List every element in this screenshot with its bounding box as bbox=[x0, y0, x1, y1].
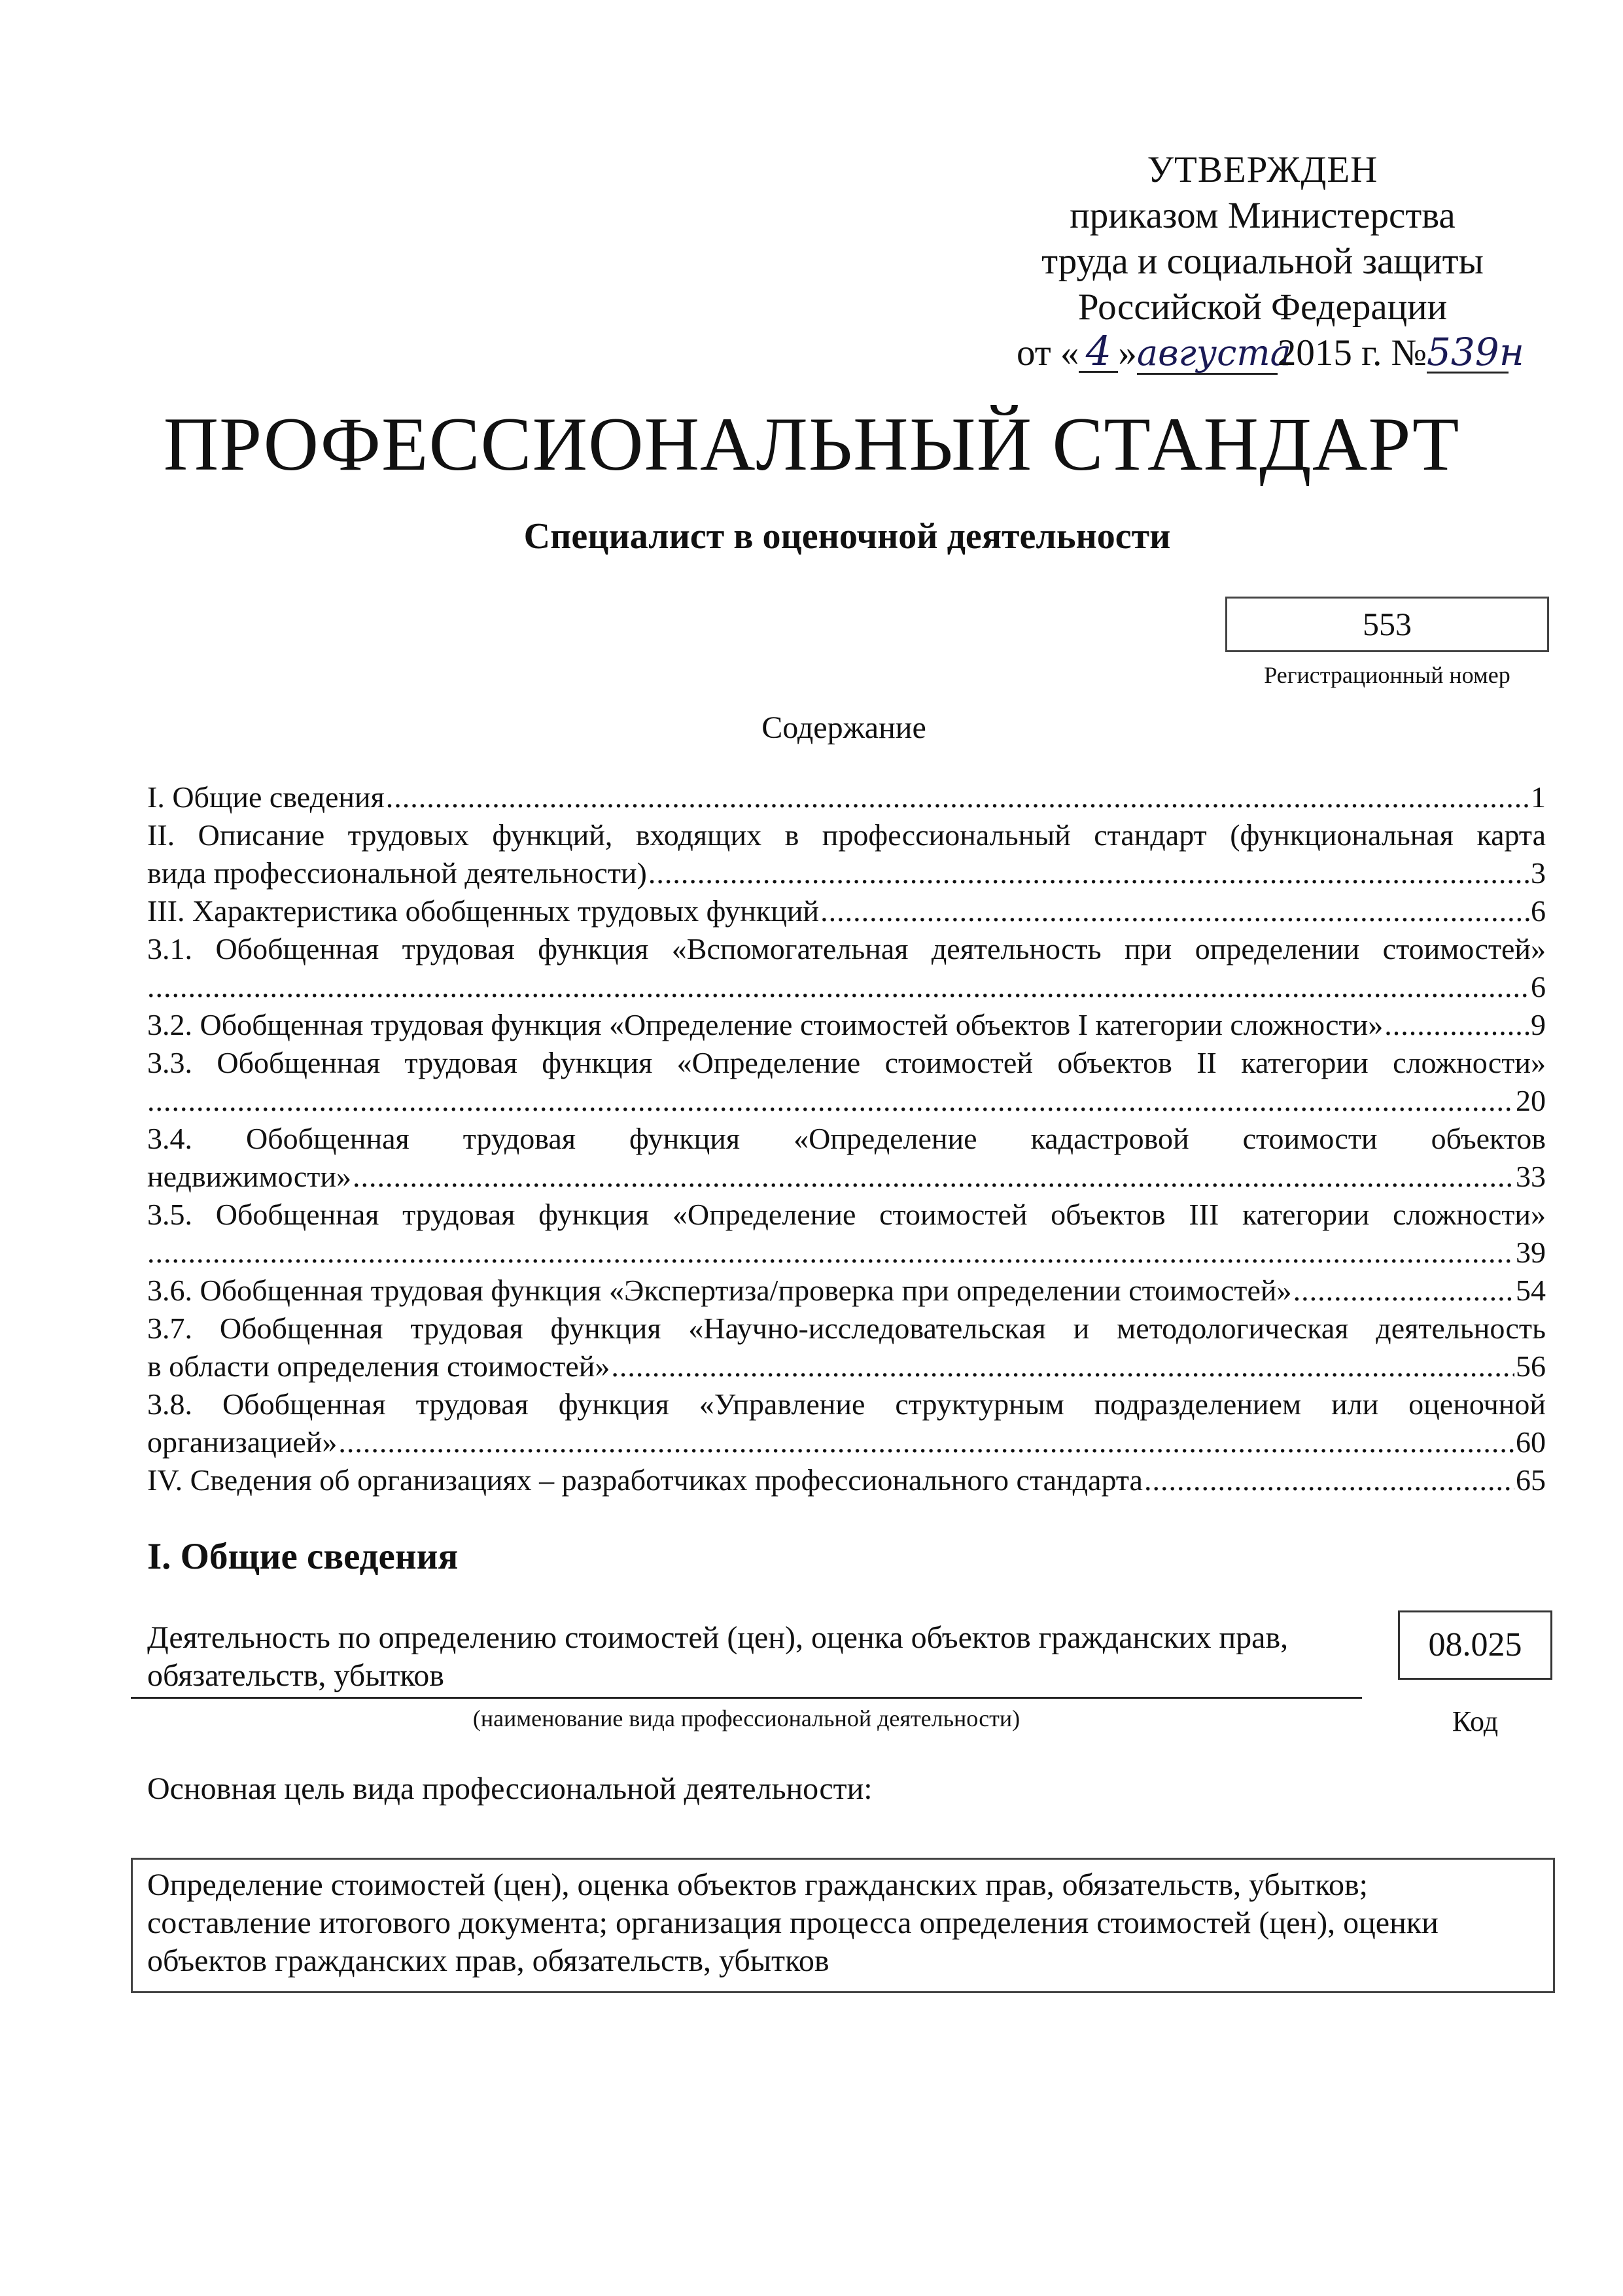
toc-entry-text: недвижимости» bbox=[147, 1160, 351, 1193]
handwritten-order-number: 539н bbox=[1427, 330, 1524, 374]
toc-dot-leader bbox=[648, 854, 1529, 892]
activity-name: Деятельность по определению стоимостей (цен), оценка объектов гражданских прав, обязательств, убытков bbox=[147, 1620, 1289, 1693]
toc-dot-leader bbox=[1144, 1461, 1514, 1499]
toc-entry-first-line: 3.5. Обобщенная трудовая функция «Определение стоимостей объектов III категории сложности» bbox=[147, 1198, 1546, 1231]
toc-entry[interactable] bbox=[147, 1044, 1546, 1120]
toc-entry[interactable] bbox=[147, 1461, 1546, 1499]
table-of-contents bbox=[147, 778, 1546, 1499]
toc-entry[interactable] bbox=[147, 892, 1546, 930]
toc-entry-text: в области определения стоимостей» bbox=[147, 1349, 610, 1383]
toc-entry-line bbox=[147, 1272, 1546, 1310]
toc-entry[interactable] bbox=[147, 1310, 1546, 1385]
toc-entry-line bbox=[147, 892, 1546, 930]
toc-entry-line bbox=[147, 778, 1546, 816]
date-year: 2015 г. № bbox=[1277, 332, 1427, 374]
document-title: ПРОФЕССИОНАЛЬНЫЙ СТАНДАРТ bbox=[163, 402, 1460, 487]
toc-entry[interactable] bbox=[147, 778, 1546, 816]
toc-entry-text: IV. Сведения об организациях – разработчиках профессионального стандарта bbox=[147, 1463, 1143, 1497]
toc-entry[interactable] bbox=[147, 1385, 1546, 1461]
document-subtitle: Специалист в оценочной деятельности bbox=[523, 516, 1171, 557]
toc-page-number: 1 bbox=[1531, 780, 1546, 814]
goal-label: Основная цель вида профессиональной деятельности: bbox=[147, 1771, 873, 1806]
toc-dot-leader bbox=[147, 968, 1529, 1006]
toc-dot-leader bbox=[611, 1348, 1514, 1385]
toc-entry[interactable] bbox=[147, 1196, 1546, 1272]
approval-line-1: приказом Министерства bbox=[1070, 195, 1456, 236]
toc-entry[interactable] bbox=[147, 1272, 1546, 1310]
toc-page-number: 6 bbox=[1531, 970, 1546, 1003]
toc-entry-text: вида профессиональной деятельности) bbox=[147, 856, 647, 890]
toc-dot-leader bbox=[386, 778, 1529, 816]
toc-page-number: 9 bbox=[1531, 1008, 1546, 1041]
toc-page-number: 65 bbox=[1516, 1463, 1546, 1497]
handwritten-day: 4 bbox=[1079, 332, 1118, 373]
toc-entry[interactable] bbox=[147, 816, 1546, 892]
toc-page-number: 33 bbox=[1516, 1160, 1546, 1193]
toc-dot-leader bbox=[353, 1158, 1514, 1196]
toc-entry-line bbox=[147, 1234, 1546, 1272]
toc-entry-text: 3.2. Обобщенная трудовая функция «Определение стоимостей объектов I категории сложности» bbox=[147, 1008, 1384, 1041]
toc-page-number: 39 bbox=[1516, 1236, 1546, 1269]
toc-entry-text: организацией» bbox=[147, 1425, 338, 1459]
toc-entry-first-line: 3.7. Обобщенная трудовая функция «Научно-исследовательская и методологическая деятельность bbox=[147, 1312, 1546, 1345]
toc-page-number: 60 bbox=[1516, 1425, 1546, 1459]
registration-number-label: Регистрационный номер bbox=[1264, 662, 1510, 688]
handwritten-month: августа bbox=[1136, 332, 1291, 374]
approval-heading: УТВЕРЖДЕН bbox=[1147, 149, 1378, 190]
toc-entry-line bbox=[147, 1348, 1546, 1385]
toc-entry[interactable] bbox=[147, 930, 1546, 1006]
activity-underline bbox=[131, 1697, 1362, 1699]
approval-line-3: Российской Федерации bbox=[1077, 287, 1448, 328]
toc-dot-leader bbox=[820, 892, 1529, 930]
toc-dot-leader bbox=[147, 1234, 1514, 1272]
toc-entry[interactable] bbox=[147, 1006, 1546, 1044]
toc-entry-first-line: 3.8. Обобщенная трудовая функция «Управление структурным подразделением или оценочной bbox=[147, 1387, 1546, 1421]
toc-entry-line bbox=[147, 854, 1546, 892]
toc-entry-line bbox=[147, 1082, 1546, 1120]
activity-caption: (наименование вида профессиональной деятельности) bbox=[472, 1705, 1021, 1731]
toc-dot-leader bbox=[147, 1082, 1514, 1120]
toc-page-number: 56 bbox=[1516, 1349, 1546, 1383]
toc-entry-first-line: 3.1. Обобщенная трудовая функция «Вспомогательная деятельность при определении стоимостей» bbox=[147, 932, 1546, 965]
toc-entry-line bbox=[147, 1461, 1546, 1499]
approval-line-2: труда и социальной защиты bbox=[1041, 241, 1484, 282]
toc-entry-text: 3.6. Обобщенная трудовая функция «Экспертиза/проверка при определении стоимостей» bbox=[147, 1274, 1292, 1307]
date-prefix: от « bbox=[1016, 332, 1079, 374]
toc-page-number: 3 bbox=[1531, 856, 1546, 890]
toc-entry-line bbox=[147, 1158, 1546, 1196]
section-title: I. Общие сведения bbox=[147, 1536, 459, 1577]
toc-page-number: 6 bbox=[1531, 894, 1546, 928]
toc-heading: Содержание bbox=[761, 710, 926, 745]
toc-entry-first-line: II. Описание трудовых функций, входящих в профессиональный стандарт (функциональная карта bbox=[147, 818, 1546, 852]
toc-entry-text: III. Характеристика обобщенных трудовых функций bbox=[147, 894, 820, 928]
activity-code-caption: Код bbox=[1452, 1705, 1499, 1737]
toc-page-number: 54 bbox=[1516, 1274, 1546, 1307]
date-mid: » bbox=[1118, 332, 1137, 374]
goal-box: Определение стоимостей (цен), оценка объектов гражданских прав, обязательств, убытков; составление итогового документа; организация процесса определения стоимостей (цен), оценки объектов гражданских прав, обязательств, убытков bbox=[131, 1858, 1555, 1993]
toc-entry-line bbox=[147, 1423, 1546, 1461]
approval-date-line bbox=[968, 327, 1557, 376]
toc-entry-first-line: 3.4. Обобщенная трудовая функция «Определение кадастровой стоимости объектов bbox=[147, 1122, 1546, 1155]
activity-code-box: 08.025 bbox=[1398, 1610, 1552, 1680]
toc-entry-line bbox=[147, 1006, 1546, 1044]
toc-entry-first-line: 3.3. Обобщенная трудовая функция «Определение стоимостей объектов II категории сложности» bbox=[147, 1046, 1546, 1079]
toc-entry-line bbox=[147, 968, 1546, 1006]
toc-dot-leader bbox=[1384, 1006, 1529, 1044]
toc-entry[interactable] bbox=[147, 1120, 1546, 1196]
toc-entry-text: I. Общие сведения bbox=[147, 780, 385, 814]
approval-block bbox=[968, 147, 1557, 376]
toc-dot-leader bbox=[338, 1423, 1514, 1461]
toc-page-number: 20 bbox=[1516, 1084, 1546, 1117]
registration-number-box: 553 bbox=[1225, 597, 1549, 652]
toc-dot-leader bbox=[1293, 1272, 1514, 1310]
